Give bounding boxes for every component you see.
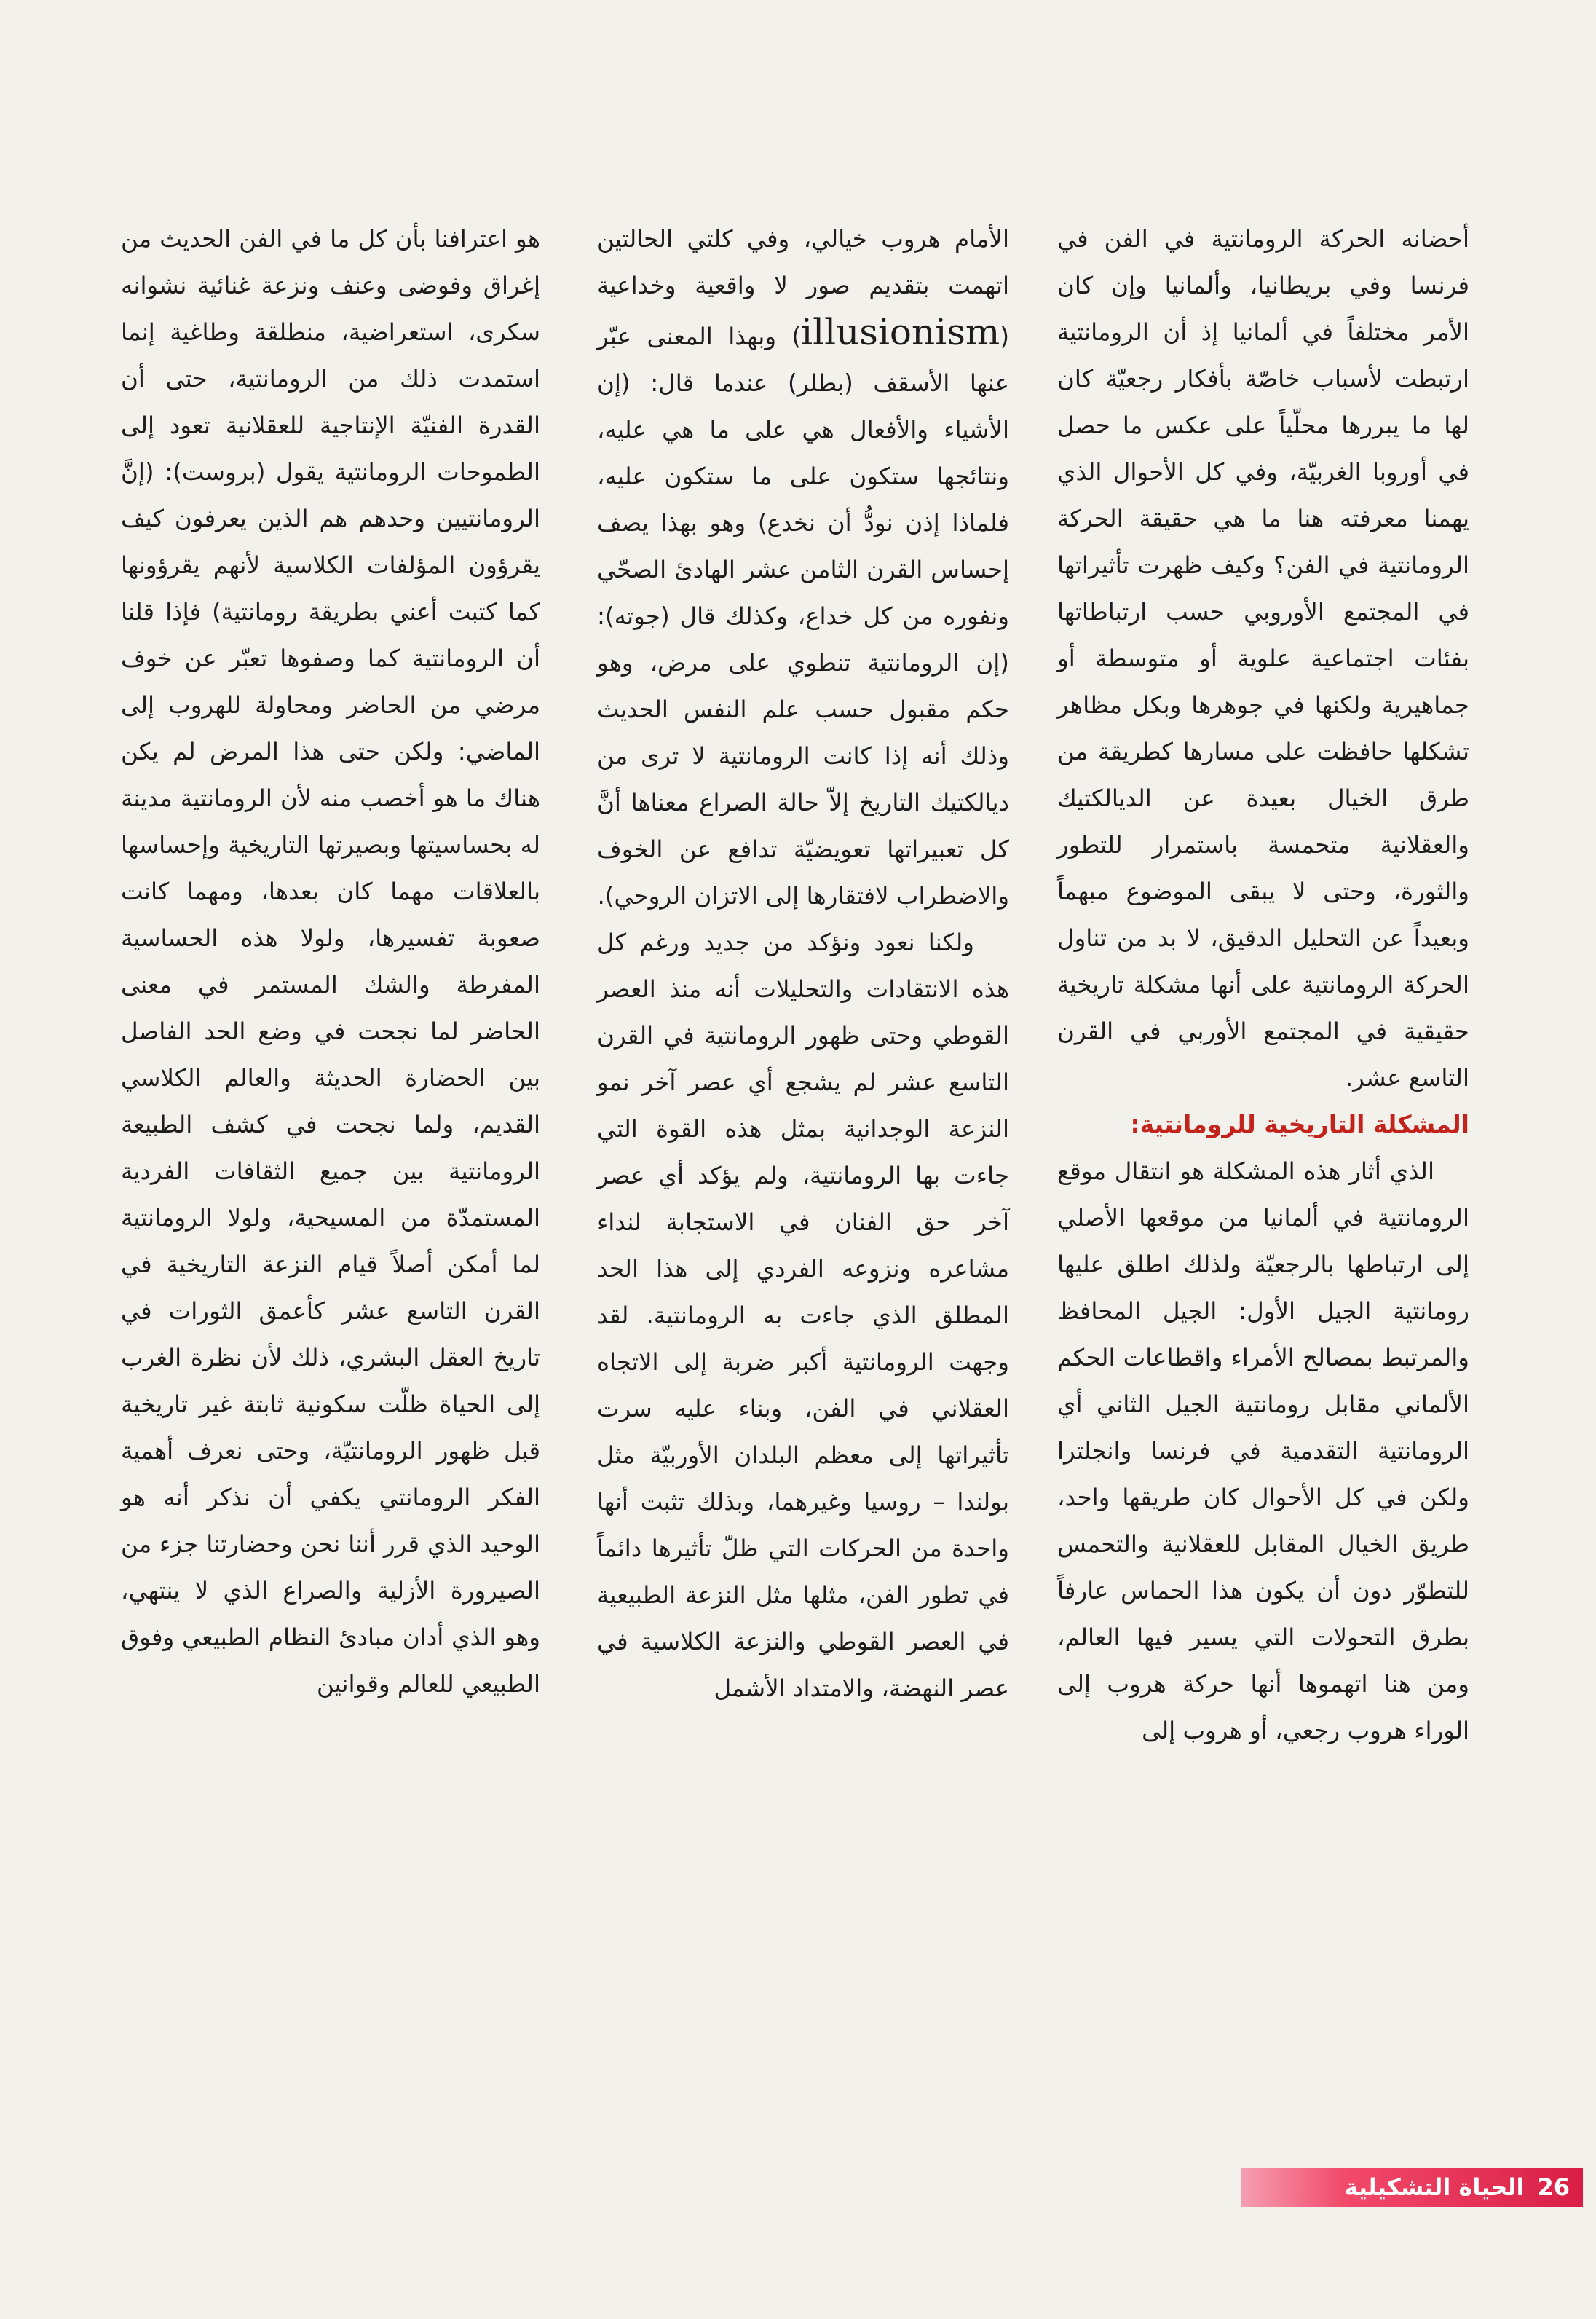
paragraph-text: الأمام هروب خيالي، وفي كلتي الحالتين اتهمت بتقديم صور لا واقعية وخداعية ( (597, 225, 1009, 350)
paragraph: ولكنا نعود ونؤكد من جديد ورغم كل هذه الانتقادات والتحليلات أنه منذ العصر القوطي وحتى ظهور الرومانتية في القرن التاسع عشر لم يشجع أي عصر آخر نمو النزعة الوجدانية بمثل هذه القوة التي جاءت بها الرومانتية، ولم يؤكد أي عصر آخر حق الفنان في الاستجابة لنداء مشاعره ونزوعه الفردي إلى هذا الحد المطلق الذي جاءت به الرومانتية. لقد وجهت الرومانتية أكبر ضربة إلى الاتجاه العقلاني في الفن، وبناء عليه سرت تأثيراتها إلى معظم البلدان الأوربيّة مثل بولندا – روسيا وغيرهما، وبذلك تثبت أنها واحدة من الحركات التي ظلّ تأثيرها دائماً في تطور الفن، مثلها مثل النزعة الطبيعية في العصر القوطي والنزعة الكلاسية في عصر النهضة، والامتداد الأشمل (597, 929, 1009, 1702)
magazine-name: الحياة التشكيلية (1344, 2173, 1525, 2201)
paragraph: أحضانه الحركة الرومانتية في الفن في فرنسا وفي بريطانيا، وألمانيا وإن كان الأمر مختلفاً في ألمانيا إذ أن الرومانتية ارتبطت لأسباب خاصّة بأفكار رجعيّة كان لها ما يبررها محلّياً على عكس ما حصل في أوروبا الغربيّة، وفي كل الأحوال الذي يهمنا معرفته هنا ما هي حقيقة الحركة الرومانتية في الفن؟ وكيف ظهرت تأثيراتها في المجتمع الأوروبي حسب ارتباطاتها بفئات اجتماعية علوية أو متوسطة أو جماهيرية ولكنها في جوهرها وبكل مظاهر تشكلها حافظت على مسارها كطريقة من طرق الخيال بعيدة عن الديالكتيك والعقلانية متحمسة باستمرار للتطور والثورة، وحتى لا يبقى الموضوع مبهماً وبعيداً عن التحليل الدقيق، لا بد من تناول الحركة الرومانتية على أنها مشكلة تاريخية حقيقية في المجتمع الأوربي في القرن التاسع عشر. (1057, 225, 1469, 1092)
page-number: 26 (1537, 2173, 1570, 2201)
latin-term: illusionism (801, 311, 1000, 353)
paragraph: الذي أثار هذه المشكلة هو انتقال موقع الرومانتية في ألمانيا من موقعها الأصلي إلى ارتباطها بالرجعيّة ولذلك اطلق عليها رومانتية الجيل الأول: الجيل المحافظ والمرتبط بمصالح الأمراء واقطاعات الحكم الألماني مقابل رومانتية الجيل الثاني أي الرومانتية التقدمية في فرنسا وانجلترا ولكن في كل الأحوال كان طريقها واحد، طريق الخيال المقابل للعقلانية والتحمس للتطوّر دون أن يكون هذا الحماس عارفاً بطرق التحولات التي يسير فيها العالم، ومن هنا اتهموها أنها حركة هروب إلى الوراء هروب رجعي، أو هروب إلى (1057, 1157, 1469, 1744)
article-column-left (121, 216, 540, 1707)
article-column-right (1057, 216, 1469, 1754)
article-column-middle (597, 216, 1009, 1712)
paragraph (597, 216, 1009, 919)
paragraph-text: ) وبهذا المعنى عبّر عنها الأسقف (بطلر) عندما قال: (إن الأشياء والأفعال هي على ما هي عليه، ونتائجها ستكون على ما ستكون عليه، فلماذا إذن نودُّ أن نخدع) وهو بهذا يصف إحساس القرن الثامن عشر الهادئ الصحّي ونفوره من كل خداع، وكذلك قال (جوته): (إن الرومانتية تنطوي على مرض، وهو حكم مقبول حسب علم النفس الحديث وذلك أنه إذا كانت الرومانتية لا ترى من ديالكتيك التاريخ إلاّ حالة الصراع معناها أنَّ كل تعبيراتها تعويضيّة تدافع عن الخوف والاضطراب لافتقارها إلى الاتزان الروحي). (597, 323, 1009, 910)
section-heading: المشكلة التاريخية للرومانتية: (1130, 1110, 1469, 1138)
page-footer-bar (1241, 2168, 1583, 2207)
paragraph: هو اعترافنا بأن كل ما في الفن الحديث من إغراق وفوضى وعنف ونزعة غنائية نشوانه سكرى، استعراضية، منطلقة وطاغية إنما استمدت ذلك من الرومانتية، حتى أن القدرة الفنيّة الإنتاجية للعقلانية تعود إلى الطموحات الرومانتية يقول (بروست): (إنَّ الرومانتيين وحدهم هم الذين يعرفون كيف يقرؤون المؤلفات الكلاسية لأنهم يقرؤونها كما كتبت أعني بطريقة رومانتية) فإذا قلنا أن الرومانتية كما وصفوها تعبّر عن خوف مرضي من الحاضر ومحاولة للهروب إلى الماضي: ولكن حتى هذا المرض لم يكن هناك ما هو أخصب منه لأن الرومانتية مدينة له بحساسيتها وبصيرتها التاريخية وإحساسها بالعلاقات مهما كان بعدها، ومهما كانت صعوبة تفسيرها، ولولا هذه الحساسية المفرطة والشك المستمر في معنى الحاضر لما نجحت في وضع الحد الفاصل بين الحضارة الحديثة والعالم الكلاسي القديم، ولما نجحت في كشف الطبيعة الرومانتية بين جميع الثقافات الفردية المستمدّة من المسيحية، ولولا الرومانتية لما أمكن أصلاً قيام النزعة التاريخية في القرن التاسع عشر كأعمق الثورات في تاريخ العقل البشري، ذلك لأن نظرة الغرب إلى الحياة ظلّت سكونية ثابتة غير تاريخية قبل ظهور الرومانتيّة، وحتى نعرف أهمية الفكر الرومانتي يكفي أن نذكر أنه هو الوحيد الذي قرر أننا نحن وحضارتنا جزء من الصيرورة الأزلية والصراع الذي لا ينتهي، وهو الذي أدان مبادئ النظام الطبيعي وفوق الطبيعي للعالم وقوانين (121, 225, 540, 1698)
